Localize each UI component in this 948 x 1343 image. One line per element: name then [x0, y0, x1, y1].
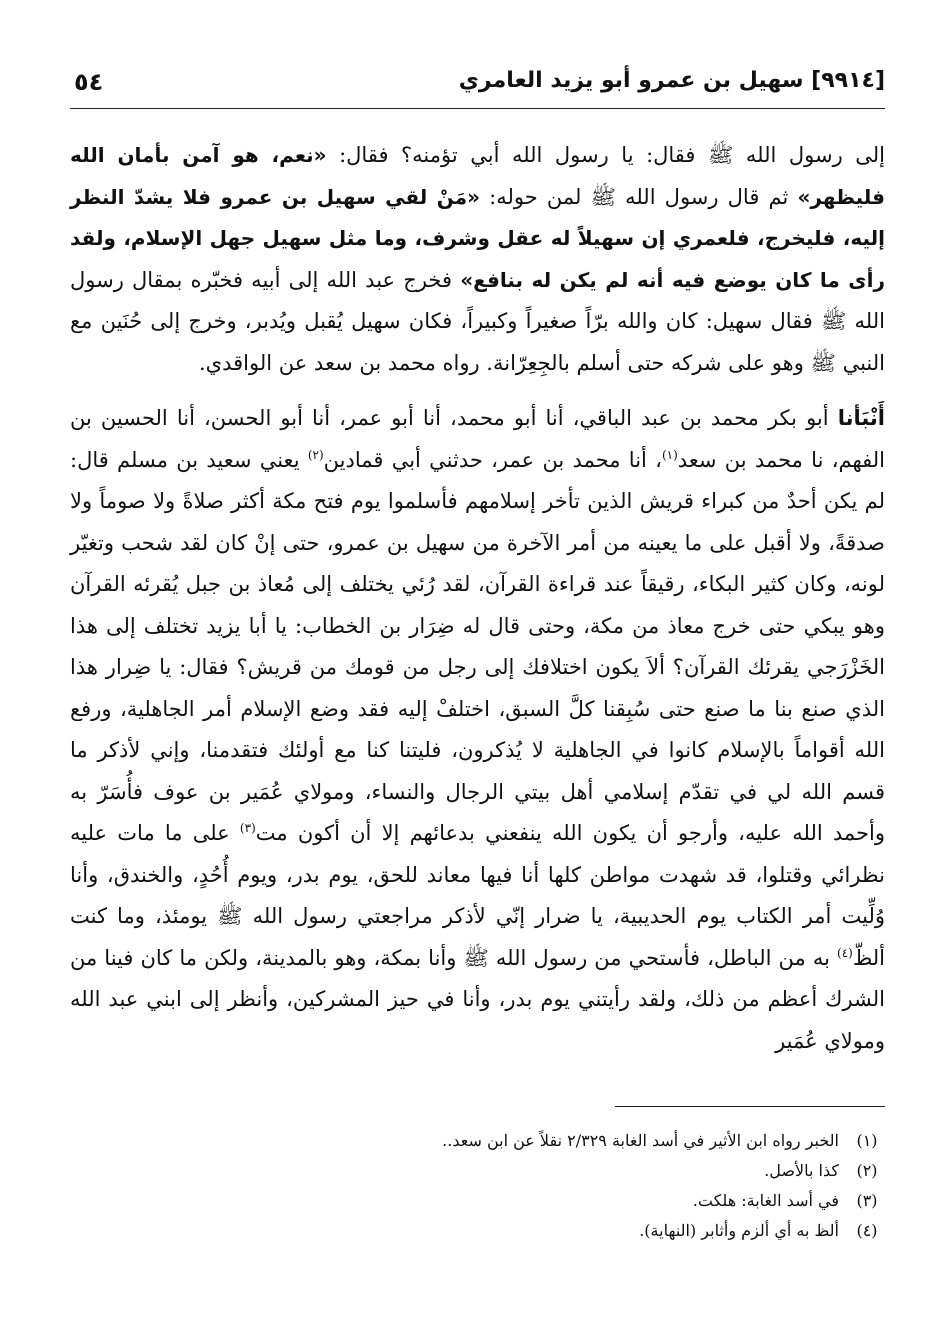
text-run: إلى رسول الله ﷺ فقال: يا رسول الله أبي تؤمنه؟ فقال: — [326, 143, 885, 167]
text-run: ثم قال رسول الله ﷺ لمن حوله: — [480, 184, 798, 209]
text-run: على ما مات عليه نظرائي وقتلوا، قد شهدت مواطن كلها أنا فيها معاند للحق، يوم بدر، ويوم أُحُدٍ، والخندق، وأنا وُلِّيت أمر الكتاب يوم الحديبية، يا ضرار إنّي لأذكر مراجعتي رسول الله ﷺ يومئذ، وما كنت ألظّ — [70, 821, 885, 970]
isnad-lead-word: أَنْبَأنا — [837, 406, 885, 430]
running-title: [٩٩١٤] سهيل بن عمرو أبو يزيد العامري — [458, 68, 885, 93]
bold-quote: «نعم، هو آمن بأمان الله فليظهر» — [70, 143, 885, 209]
footnote-ref: (٤) — [837, 945, 853, 960]
footnote-number: (٣) — [856, 1191, 878, 1210]
text-run: ، أنا محمد بن عمر، حدثني أبي قمادين — [323, 447, 662, 472]
footnote-ref: (١) — [661, 447, 678, 462]
footnote — [70, 1126, 885, 1156]
text-run: يعني سعيد بن مسلم قال: لم يكن أحدٌ من كبراء قريش الذين تأخر إسلامهم فأسلموا يوم فتح مكة أكثر صلاةً ولا صوماً ولا صدقةً، ولا أقبل على ما يعينه من أمر الآخرة من سهيل بن عمرو، حتى إنْ كان لقد شحب وتغيّر لونه، وكان كثير البكاء، رقيقاً عند قراءة القرآن، لقد رُئي يختلف إلى مُعاذ بن جبل يُقرئه القرآن وهو يبكي حتى خرج معاذ من مكة، وحتى قال له ضِرَار بن الخطاب: يا أبا يزيد تختلف إلى هذا الخَزْرَجي يقرئك القرآن؟ ألاَ يكون اختلافك إلى رجل من قومك من قريش؟ فقال: يا ضِرار هذا الذي صنع بنا ما صنع حتى سُبِقنا كلَّ السبق، اختلفْ إليه فقد وضع الإسلام أمر الجاهلية، ورفع الله أقواماً بالإسلام كانوا في الجاهلية لا يُذكرون، فليتنا كنا مع أولئك فتقدمنا، وإني لأذكر ما قسم الله لي في تقدّم إسلامي أهل بيتي الرجال والنساء، ومولاي عُمَير بن عوف فأُسَرّ به وأحمد الله عليه، وأرجو أن يكون الله ينفعني بدعائهم إلا أن أكون مت — [70, 447, 885, 845]
text-run: أبو بكر محمد بن عبد الباقي، أنا أبو محمد، أنا أبو عمر، أنا أبو الحسن، أنا الحسين بن الفهم، نا محمد بن سعد — [70, 406, 885, 472]
main-text — [70, 135, 885, 1062]
page-header — [70, 60, 885, 109]
footnote-text: في أسد الغابة: هلكت. — [692, 1191, 839, 1210]
footnote-ref: (٣) — [239, 821, 256, 835]
footnote-number: (٤) — [856, 1221, 878, 1240]
footnote — [70, 1216, 885, 1246]
footnote-number: (٢) — [856, 1161, 878, 1180]
footnotes — [70, 1126, 885, 1246]
footnote-text: كذا بالأصل. — [764, 1161, 839, 1180]
bold-quote: «مَنْ لقي سهيل بن عمرو فلا يشدّ النظر إليه، فليخرج، فلعمري إن سهيلاً له عقل وشرف، وما مثل سهيل جهل الإسلام، ولقد رأى ما كان يوضع فيه أنه لم يكن له بنافع» — [70, 184, 885, 292]
page-number: ٥٤ — [74, 68, 104, 96]
footnote-separator — [615, 1106, 885, 1107]
footnote-text: الخبر رواه ابن الأثير في أسد الغابة ٢/٣٢٩ نقلاً عن ابن سعد.. — [442, 1131, 839, 1150]
footnote-ref: (٢) — [307, 447, 324, 462]
footnote — [70, 1186, 885, 1216]
text-run: فخرج عبد الله إلى أبيه فخبّره بمقال رسول الله ﷺ فقال سهيل: كان والله برّاً صغيراً وكبيراً، فكان سهيل يُقبل ويُدبر، وخرج إلى حُنَين مع النبي ﷺ وهو على شركه حتى أسلم بالجِعِرّانة. رواه محمد بن سعد عن الواقدي. — [70, 267, 885, 375]
text-run: به من الباطل، فأستحي من رسول الله ﷺ وأنا بمكة، وهو بالمدينة، ولكن ما كان فينا من الشرك أعظم من ذلك، ولقد رأيتني يوم بدر، وأنا في حيز المشركين، وأنظر إلى ابني عبد الله ومولاي عُمَير — [70, 945, 885, 1053]
paragraph-1 — [70, 135, 885, 384]
book-page — [70, 60, 885, 1320]
footnote — [70, 1156, 885, 1186]
paragraph-2 — [70, 398, 885, 1062]
footnote-number: (١) — [856, 1131, 878, 1150]
footnote-text: ألظ به أي ألزم وأثابر (النهاية). — [639, 1221, 839, 1240]
